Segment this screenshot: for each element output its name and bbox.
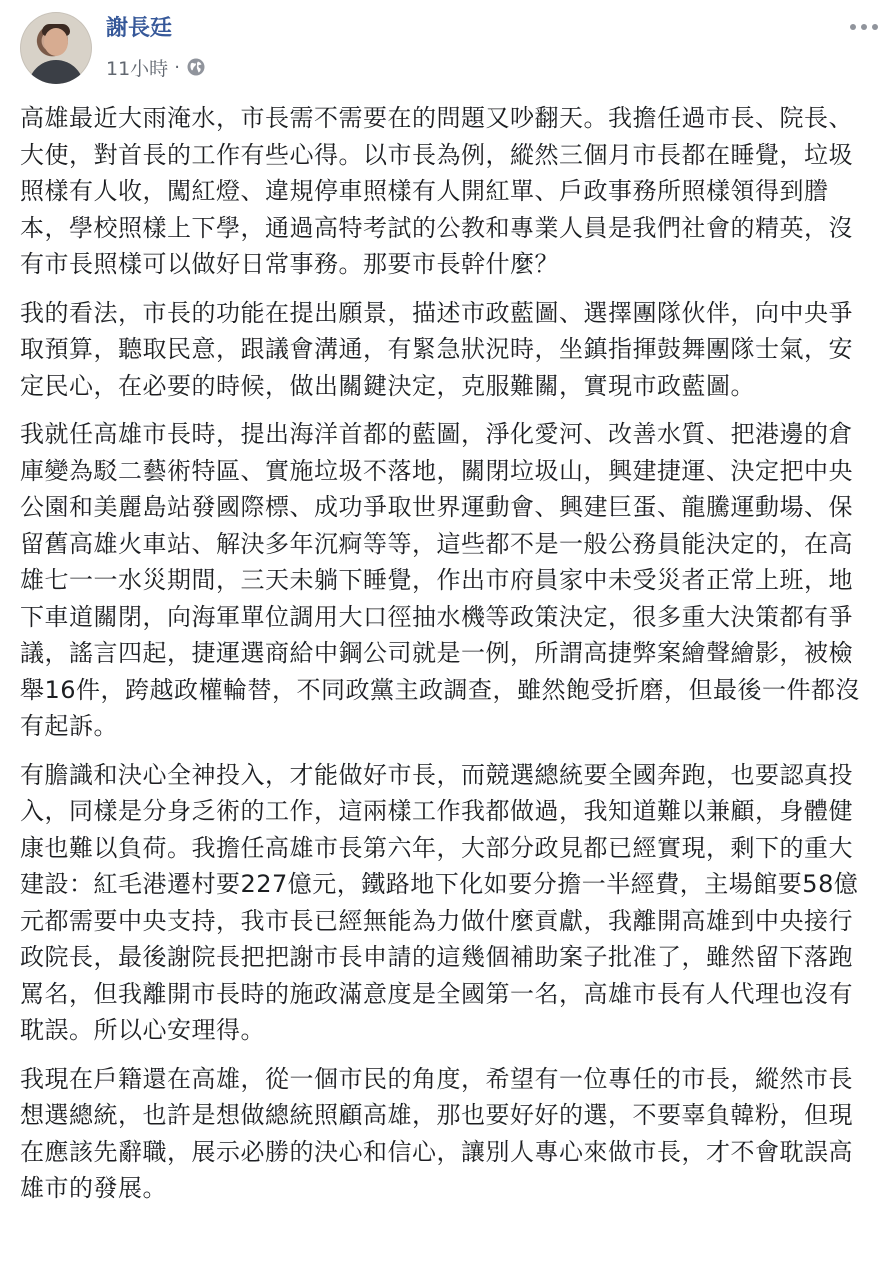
post-paragraph: 有膽識和決心全神投入，才能做好市長，而競選總統要全國奔跑，也要認真投入，同樣是分身乏術的工作，這兩樣工作我都做過，我知道難以兼顧，身體健康也難以負荷。我擔任高雄市長第六年，大部分政見都已經實現，剩下的重大建設：紅毛港遷村要227億元，鐵路地下化如要分擔一半經費，主場館要58億元都需要中央支持，我市長已經無能為力做什麼貢獻，我離開高雄到中央接行政院長，最後謝院長把把謝市長申請的這幾個補助案子批准了，雖然留下落跑罵名，但我離開市長時的施政滿意度是全國第一名，高雄市長有人代理也沒有耽誤。所以心安理得。 <box>20 760 859 1044</box>
avatar-shirt <box>28 60 84 84</box>
post-meta <box>106 54 206 80</box>
more-dot <box>850 24 856 30</box>
post-paragraph: 高雄最近大雨淹水，市長需不需要在的問題又吵翻天。我擔任過市長、院長、大使，對首長的工作有些心得。以市長為例，縱然三個月市長都在睡覺，垃圾照樣有人收，闖紅燈、違規停車照樣有人開紅單、戶政事務所照樣領得到謄本，學校照樣上下學，通過高特考試的公教和專業人員是我們社會的精英，沒有市長照樣可以做好日常事務。那要市長幹什麼？ <box>20 104 853 278</box>
post-paragraph: 我現在戶籍還在高雄，從一個市民的角度，希望有一位專任的市長，縱然市長想選總統，也許是想做總統照顧高雄，那也要好好的選，不要辜負韓粉，但現在應該先辭職，展示必勝的決心和信心，讓別人專心來做市長，才不會耽誤高雄市的發展。 <box>20 1064 853 1202</box>
more-dot <box>861 24 867 30</box>
post-paragraph: 我的看法，市長的功能在提出願景，描述市政藍圖、選擇團隊伙伴，向中央爭取預算，聽取民意，跟議會溝通，有緊急狀況時，坐鎮指揮鼓舞團隊士氣，安定民心，在必要的時候，做出關鍵決定，克服難關，實現市政藍圖。 <box>20 298 853 400</box>
more-dots-icon[interactable] <box>850 20 878 34</box>
avatar-face <box>44 28 68 56</box>
post-paragraph: 我就任高雄市長時，提出海洋首都的藍圖，淨化愛河、改善水質、把港邊的倉庫變為駁二藝術特區、實施垃圾不落地，關閉垃圾山，興建捷運、決定把中央公園和美麗島站發國際標、成功爭取世界運動會、興建巨蛋、龍騰運動場、保留舊高雄火車站、解決多年沉痾等等，這些都不是一般公務員能決定的，在高雄七一一水災期間，三天未躺下睡覺，作出市府員家中未受災者正常上班，地下車道關閉，向海軍單位調用大口徑抽水機等政策決定，很多重大決策都有爭議，謠言四起，捷運選商給中鋼公司就是一例，所謂高捷弊案繪聲繪影，被檢舉16件，跨越政權輪替，不同政黨主政調查，雖然飽受折磨，但最後一件都沒有起訴。 <box>20 420 861 740</box>
author-name[interactable]: 謝長廷 <box>106 16 173 41</box>
avatar[interactable] <box>20 12 92 84</box>
meta-separator: · <box>174 56 180 78</box>
globe-icon[interactable] <box>186 57 206 77</box>
more-dot <box>872 24 878 30</box>
post-body <box>20 100 874 1219</box>
post-timestamp[interactable]: 11小時 <box>106 57 169 80</box>
post-header <box>0 0 894 100</box>
